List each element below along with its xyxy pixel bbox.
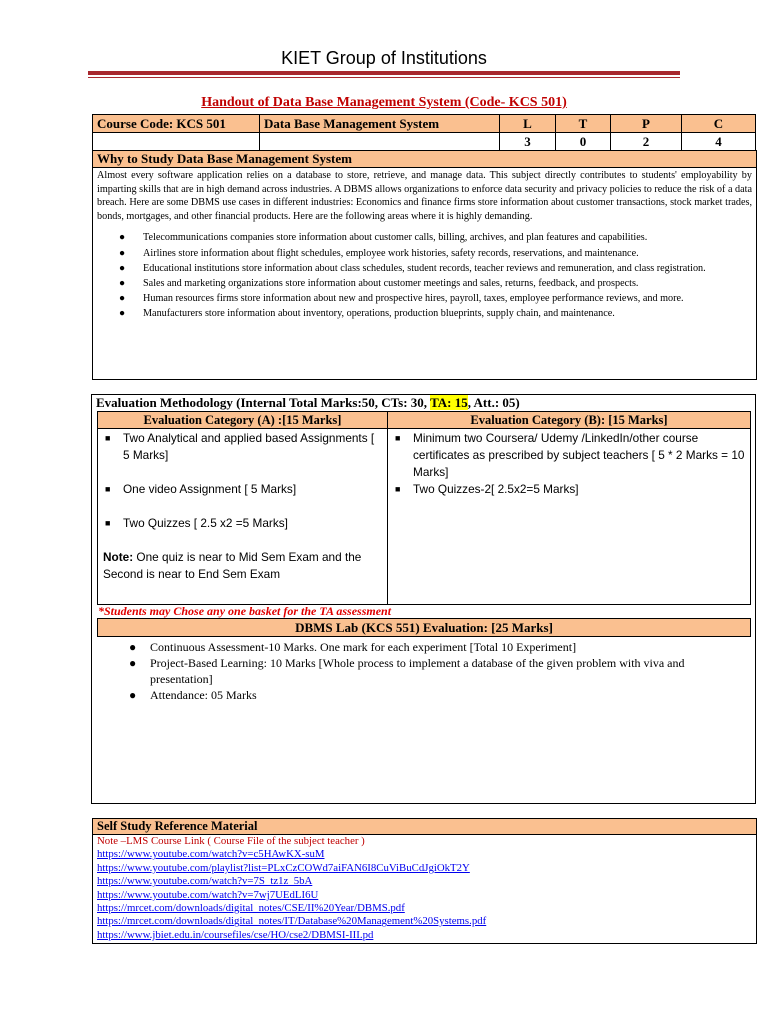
industry-use-list: [93, 231, 756, 321]
list-item: ● Continuous Assessment-10 Marks. One mark for each experiment [Total 10 Experiment]: [129, 640, 577, 654]
col-c-header: C: [682, 115, 756, 133]
square-bullet-icon: ■: [395, 433, 401, 443]
category-b-content: [388, 429, 751, 605]
square-bullet-icon: ■: [105, 518, 111, 528]
why-study-section: [92, 150, 757, 380]
list-item: ● Project-Based Learning: 10 Marks [Whole process to implement a database of the given problem with viva and presentation]: [129, 656, 685, 686]
col-t-header: T: [556, 115, 611, 133]
list-item: ■ Two Analytical and applied based Assignments [ 5 Marks]: [105, 431, 375, 462]
category-a-note: Note: One quiz is near to Mid Sem Exam and the Second is near to End Sem Exam: [103, 550, 362, 581]
list-item: ● Telecommunications companies store information about customer calls, billing, archives, and plan features and capabilities.: [119, 232, 648, 244]
empty-cell: [260, 133, 500, 151]
reference-link[interactable]: https://www.youtube.com/watch?v=c5HAwKX-suM: [97, 848, 325, 861]
reference-link[interactable]: https://mrcet.com/downloads/digital_notes/CSE/II%20Year/DBMS.pdf: [97, 902, 405, 915]
institution-header: KIET Group of Institutions: [281, 48, 487, 68]
course-name-cell: Data Base Management System: [260, 115, 500, 133]
handout-title: Handout of Data Base Management System (Code- KCS 501): [201, 95, 567, 110]
why-study-heading: Why to Study Data Base Management System: [93, 151, 756, 168]
ta-highlight: TA: 15: [430, 395, 468, 410]
square-bullet-icon: ■: [105, 433, 111, 443]
category-a-heading: Evaluation Category (A) :[15 Marks]: [98, 412, 388, 429]
list-item: ■ One video Assignment [ 5 Marks]: [105, 482, 297, 496]
reference-link[interactable]: https://www.jbiet.edu.in/coursefiles/cse/HO/cse2/DBMSI-III.pd: [97, 928, 374, 941]
col-l-header: L: [500, 115, 556, 133]
list-item: ● Sales and marketing organizations store information about customer meetings and sales, returns, feedback, and prospects.: [119, 277, 639, 289]
col-t-value: 0: [556, 133, 611, 151]
list-item: ● Attendance: 05 Marks: [129, 688, 257, 702]
empty-cell: [93, 133, 260, 151]
lab-evaluation-heading: DBMS Lab (KCS 551) Evaluation: [25 Marks]: [97, 618, 751, 637]
bullet-icon: ●: [119, 247, 126, 259]
ta-basket-note: *Students may Chose any one basket for the TA assessment: [98, 604, 392, 618]
bullet-icon: ●: [119, 277, 126, 289]
reference-link[interactable]: https://www.youtube.com/playlist?list=PLxCzCOWd7aiFAN6I8CuViBuCdJgiOkT2Y: [97, 861, 470, 874]
list-item: ■ Two Quizzes [ 2.5 x2 =5 Marks]: [105, 516, 288, 530]
col-c-value: 4: [682, 133, 756, 151]
list-item: ● Manufacturers store information about inventory, operations, production blueprints, supply chain, and maintenance.: [119, 308, 615, 320]
category-b-heading: Evaluation Category (B): [15 Marks]: [388, 412, 751, 429]
header-rule-thin: [88, 77, 680, 78]
category-a-content: [98, 429, 388, 605]
col-l-value: 3: [500, 133, 556, 151]
col-p-header: P: [611, 115, 682, 133]
course-code-cell: Course Code: KCS 501: [93, 115, 260, 133]
bullet-icon: ●: [129, 640, 137, 654]
reference-link[interactable]: https://mrcet.com/downloads/digital_notes/IT/Database%20Management%20Systems.pdf: [97, 915, 487, 928]
list-item: ● Human resources firms store information about new and prospective hires, payroll, taxes, employee performance reviews, and more.: [119, 293, 684, 305]
bullet-icon: ●: [119, 293, 126, 305]
evaluation-title: Evaluation Methodology (Internal Total Marks:50, CTs: 30, TA: 15, Att.: 05): [96, 395, 520, 410]
course-info-table: [92, 114, 756, 151]
list-item: ● Educational institutions store information about class schedules, student records, teacher reviews and remuneration, and class registration.: [119, 262, 706, 274]
list-item: ■ Two Quizzes-2[ 2.5x2=5 Marks]: [395, 482, 579, 496]
square-bullet-icon: ■: [105, 484, 111, 494]
evaluation-category-table: [97, 411, 751, 605]
col-p-value: 2: [611, 133, 682, 151]
list-item: ■ Minimum two Coursera/ Udemy /LinkedIn/other course certificates as prescribed by subject teachers [ 5 * 2 Marks = 10 Marks]: [395, 431, 745, 479]
reference-section: [92, 818, 757, 944]
list-item: ● Airlines store information about flight schedules, employee work histories, safety records, reservations, and maintenance.: [119, 247, 639, 259]
reference-heading: Self Study Reference Material: [93, 819, 756, 835]
why-study-paragraph: Almost every software application relies on a database to store, retrieve, and manage data. This subject directly contributes to students' employability by imparting skills that are in high demand across industries. A DBMS allows organizations to enforce data security and privacy policies to reduce the risk of a data breach. Here are some DBMS use cases in different industries: Economics and finance firms store information about customer transactions, stock market trades, bonds, mortgages, and other financial products. Here are the following areas where it is highly demanding.: [97, 170, 752, 222]
bullet-icon: ●: [119, 262, 126, 274]
lms-course-note: Note –LMS Course Link ( Course File of the subject teacher ): [97, 835, 365, 847]
square-bullet-icon: ■: [395, 484, 401, 494]
lab-evaluation-list: [92, 639, 755, 703]
evaluation-section: [91, 394, 756, 804]
bullet-icon: ●: [129, 688, 137, 702]
bullet-icon: ●: [119, 232, 126, 244]
bullet-icon: ●: [129, 656, 137, 670]
reference-link[interactable]: https://www.youtube.com/watch?v=7S_tz1z_5bA: [97, 875, 313, 888]
reference-link[interactable]: https://www.youtube.com/watch?v=7wj7UEdLI6U: [97, 888, 319, 901]
bullet-icon: ●: [119, 308, 126, 320]
header-rule-thick: [88, 71, 680, 75]
